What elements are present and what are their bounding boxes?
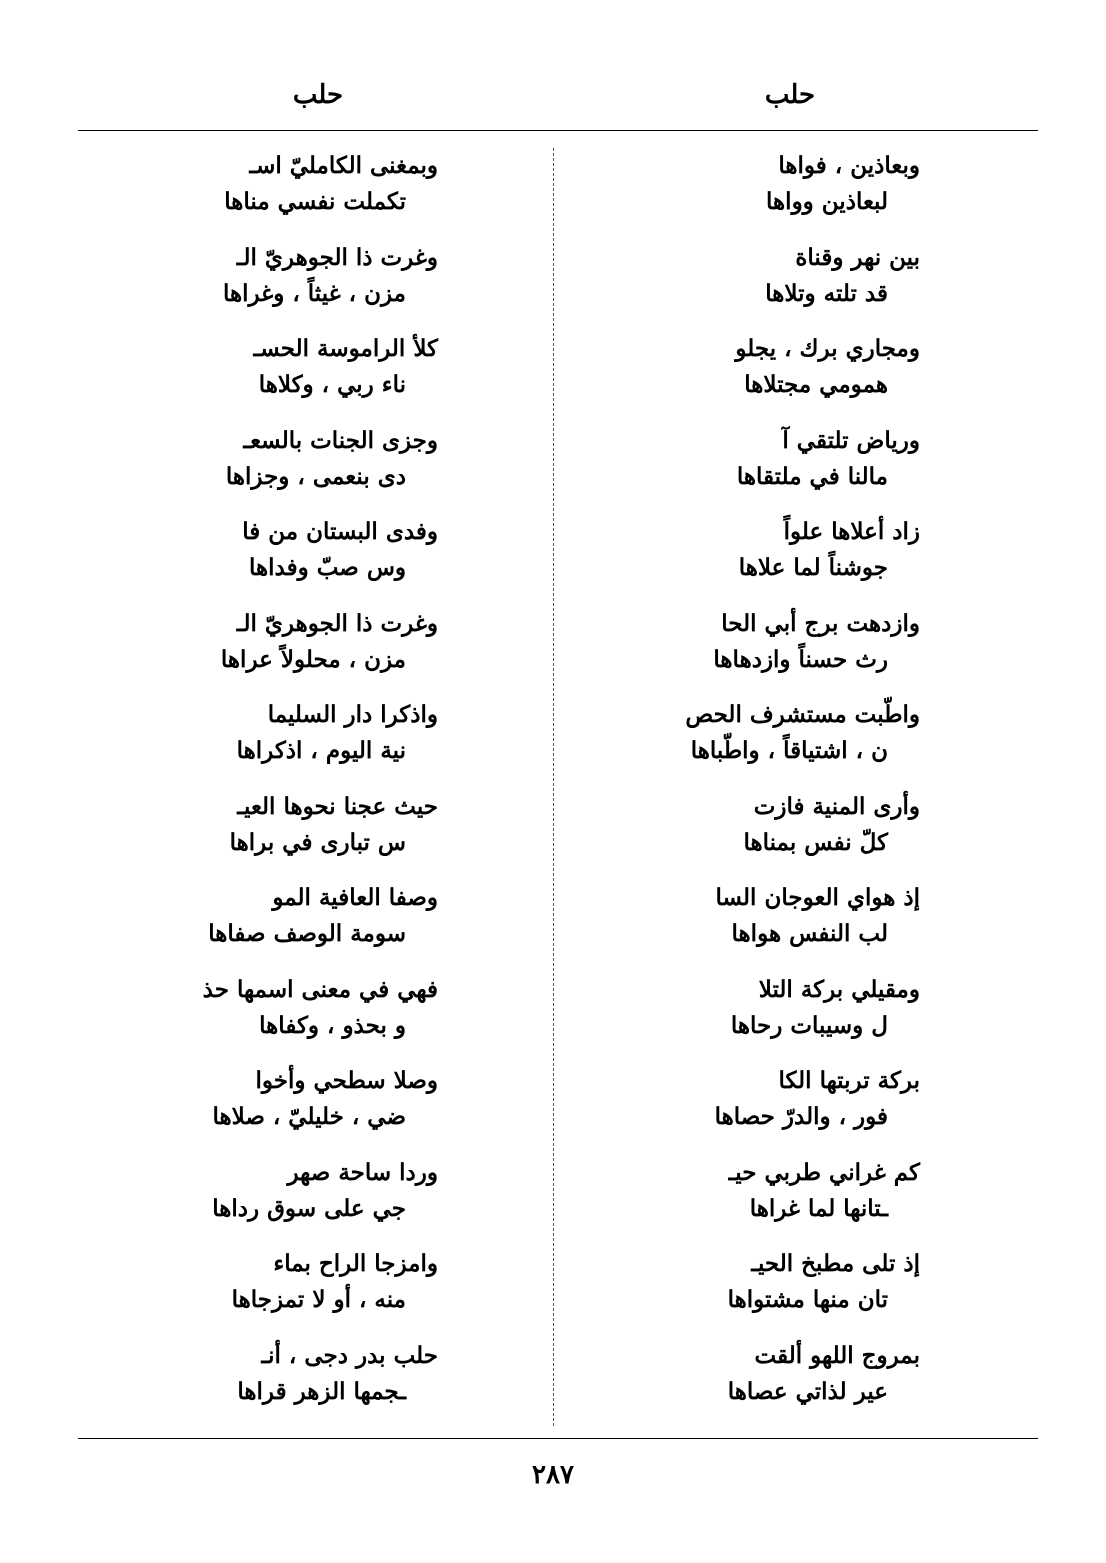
verse-stanza xyxy=(600,785,920,877)
verse-line-first: كم غراني طربي حيـ xyxy=(728,1158,920,1186)
verse-line-second: لبعاذين وواها xyxy=(766,188,888,215)
verse-line-second: ـتانها لما غراها xyxy=(749,1194,888,1222)
verse-stanza xyxy=(118,876,438,968)
verse-line-first: وأرى المنية فازت xyxy=(753,792,920,820)
verse-line-second: مزن ، غيثاً ، وغراها xyxy=(222,279,406,307)
verse-line-first: وبمغنى الكامليّ اسـ xyxy=(249,152,438,179)
verse-line-first: وغرت ذا الجوهريّ الـ xyxy=(236,243,438,271)
right-column xyxy=(600,144,920,1425)
verse-stanza xyxy=(118,1151,438,1243)
verse-stanza xyxy=(600,1151,920,1243)
verse-line-second: مزن ، محلولاً عراها xyxy=(220,645,406,673)
verse-line-first: كلأ الراموسة الحسـ xyxy=(253,335,438,362)
verse-line-second: ل وسيبات رحاها xyxy=(730,1011,888,1039)
left-column xyxy=(118,144,438,1425)
bottom-rule xyxy=(78,1438,1038,1439)
verse-line-second: جي على سوق رداها xyxy=(212,1194,406,1222)
verse-line-second: لب النفس هواها xyxy=(731,920,888,947)
verse-stanza xyxy=(600,327,920,419)
column-divider xyxy=(553,148,554,1426)
verse-stanza xyxy=(600,1242,920,1334)
page-number: ٢٨٧ xyxy=(532,1460,574,1490)
verse-line-first: بين نهر وقناة xyxy=(795,243,920,271)
verse-line-second: عير لذاتي عصاها xyxy=(727,1377,888,1405)
verse-line-first: وبعاذين ، فواها xyxy=(778,152,920,179)
verse-line-second: سومة الوصف صفاها xyxy=(208,920,406,947)
verse-stanza xyxy=(600,968,920,1060)
verse-line-first: وفدى البستان من فا xyxy=(242,518,438,545)
verse-line-second: منه ، أو لا تمزجاها xyxy=(231,1286,406,1313)
verse-line-second: جوشناً لما علاها xyxy=(738,554,888,581)
verse-line-second: دى بنعمى ، وجزاها xyxy=(225,462,406,490)
verse-line-first: ومقيلي بركة التلا xyxy=(758,975,920,1003)
verse-stanza xyxy=(118,785,438,877)
verse-line-second: تان منها مشتواها xyxy=(727,1286,888,1313)
verse-line-first: وصلا سطحي وأخوا xyxy=(255,1067,438,1094)
verse-stanza xyxy=(600,236,920,328)
verse-stanza xyxy=(118,236,438,328)
verse-line-first: إذ هواي العوجان السا xyxy=(715,884,920,911)
verse-stanza xyxy=(600,510,920,602)
verse-line-first: وصفا العافية المو xyxy=(272,884,438,911)
verse-stanza xyxy=(600,876,920,968)
verse-stanza xyxy=(118,693,438,785)
verse-line-first: فهي في معنى اسمها حذ xyxy=(202,975,438,1003)
verse-stanza xyxy=(118,419,438,511)
running-head-left: حلب xyxy=(292,80,344,110)
verse-stanza xyxy=(600,1334,920,1426)
verse-line-second: وس صبّ وفداها xyxy=(248,554,406,581)
verse-line-second: مالنا في ملتقاها xyxy=(736,462,888,490)
verse-line-first: واطّبت مستشرف الحص xyxy=(685,701,920,728)
verse-line-second: ناء ربي ، وكلاها xyxy=(258,371,406,398)
verse-stanza xyxy=(600,602,920,694)
verse-line-first: ومجاري برك ، يجلو xyxy=(735,335,920,362)
verse-line-first: وردا ساحة صهر xyxy=(287,1158,438,1186)
verse-stanza xyxy=(118,327,438,419)
verse-line-second: ـجمها الزهر قراها xyxy=(237,1377,406,1405)
running-head-right: حلب xyxy=(764,80,816,110)
verse-line-second: قد تلته وتلاها xyxy=(765,279,888,307)
verse-stanza xyxy=(118,510,438,602)
verse-stanza xyxy=(600,693,920,785)
verse-line-second: نية اليوم ، اذكراها xyxy=(236,737,406,764)
verse-line-second: ضي ، خليليّ ، صلاها xyxy=(212,1103,406,1130)
verse-stanza xyxy=(600,1059,920,1151)
verse-line-second: همومي مجتلاها xyxy=(744,371,888,398)
verse-line-first: وامزجا الراح بماء xyxy=(273,1250,438,1277)
verse-stanza xyxy=(600,419,920,511)
verse-line-second: س تبارى في براها xyxy=(229,828,406,856)
verse-line-first: حيث عجنا نحوها العيـ xyxy=(237,792,438,820)
verse-line-second: كلّ نفس بمناها xyxy=(743,828,888,856)
verse-line-first: بركة تربتها الكا xyxy=(778,1067,920,1094)
verse-line-first: بمروج اللهو ألقت xyxy=(754,1341,920,1369)
verse-line-second: و بحذو ، وكفاها xyxy=(259,1011,406,1039)
verse-line-first: واذكرا دار السليما xyxy=(267,701,438,728)
verse-line-first: ورياض تلتقي آ xyxy=(782,426,920,454)
verse-line-first: حلب بدر دجى ، أنـ xyxy=(261,1341,438,1369)
verse-stanza xyxy=(118,1059,438,1151)
verse-stanza xyxy=(600,144,920,236)
verse-line-second: رث حسناً وازدهاها xyxy=(713,645,888,673)
verse-line-second: فور ، والدرّ حصاها xyxy=(714,1103,888,1130)
verse-line-second: تكملت نفسي مناها xyxy=(224,188,406,215)
verse-stanza xyxy=(118,1334,438,1426)
verse-line-first: وجزى الجنات بالسعـ xyxy=(243,426,438,454)
verse-stanza xyxy=(118,602,438,694)
verse-line-second: ن ، اشتياقاً ، واطّباها xyxy=(690,737,888,764)
verse-stanza xyxy=(118,968,438,1060)
verse-line-first: إذ تلى مطبخ الحيـ xyxy=(751,1250,920,1277)
verse-stanza xyxy=(118,1242,438,1334)
top-rule xyxy=(78,130,1038,131)
verse-line-first: وازدهت برج أبي الحا xyxy=(721,609,920,637)
verse-stanza xyxy=(118,144,438,236)
verse-line-first: وغرت ذا الجوهريّ الـ xyxy=(236,609,438,637)
verse-line-first: زاد أعلاها علواً xyxy=(783,518,920,545)
